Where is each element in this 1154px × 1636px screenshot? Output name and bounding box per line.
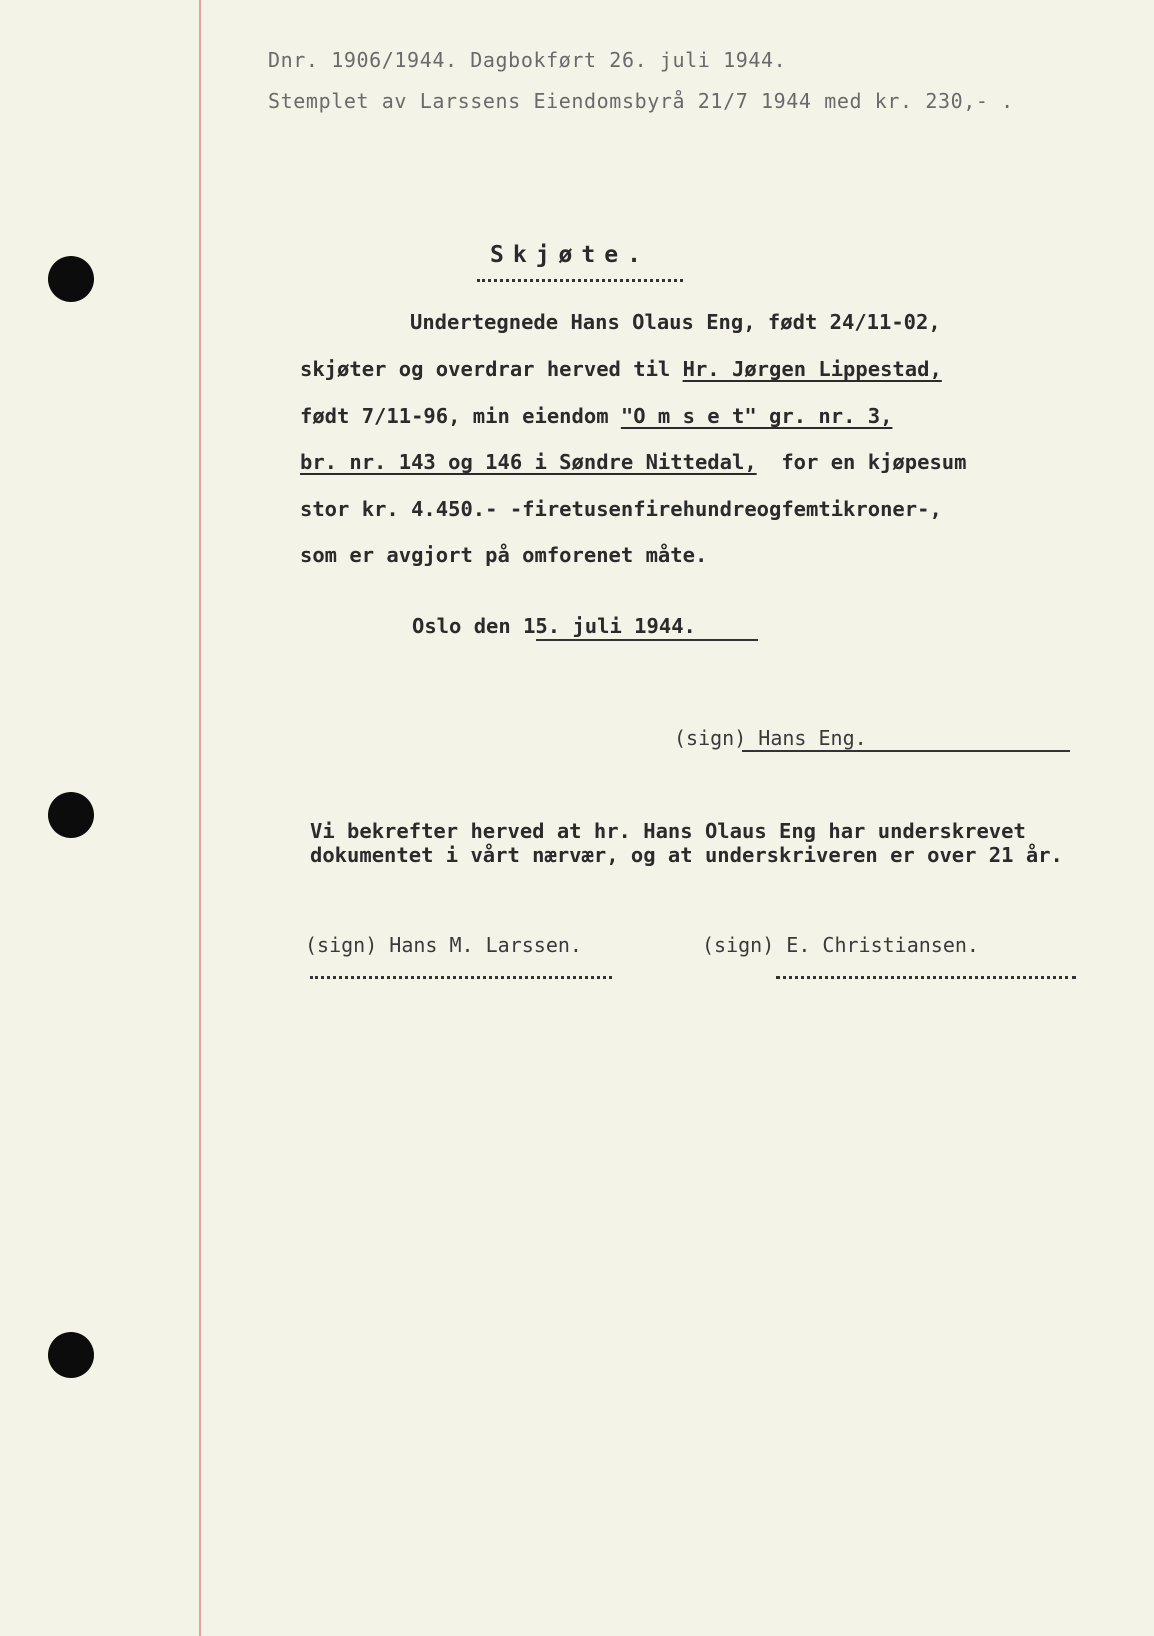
punch-hole	[48, 256, 94, 302]
punch-hole	[48, 792, 94, 838]
registration-line: Dnr. 1906/1944. Dagbokført 26. juli 1944.	[268, 48, 787, 72]
place-date	[412, 614, 696, 638]
witness-rule	[310, 976, 612, 979]
place: Oslo den	[412, 614, 524, 638]
certification-line: Vi bekrefter herved at hr. Hans Olaus Eng har underskrevet	[310, 819, 1026, 843]
body-text: for en kjøpesum	[756, 450, 967, 474]
date-underline	[536, 639, 758, 641]
signature-line	[742, 750, 1070, 752]
body-text: født 7/11-96, min eiendom	[300, 404, 621, 428]
certification-line: dokumentet i vårt nærvær, og at underskriveren er over 21 år.	[310, 843, 1063, 867]
margin-line	[199, 0, 201, 1636]
buyer-name: Hr. Jørgen Lippestad,	[682, 357, 942, 381]
document-title: Skjøte.	[490, 242, 650, 268]
body-line: som er avgjort på omforenet måte.	[300, 543, 708, 567]
body-line	[300, 450, 966, 474]
seller-signature: (sign) Hans Eng.	[674, 726, 867, 750]
witness-rule	[776, 976, 1076, 979]
body-line: stor kr. 4.450.- -firetusenfirehundreogfemtikroner-,	[300, 497, 942, 521]
property-name: "O m s e t" gr. nr. 3,	[620, 404, 893, 428]
body-line	[300, 404, 892, 428]
body-line: Undertegnede Hans Olaus Eng, født 24/11-02,	[410, 310, 941, 334]
witness-signature: (sign) E. Christiansen.	[702, 933, 979, 957]
body-line	[300, 357, 942, 381]
body-text: skjøter og overdrar herved til	[300, 357, 683, 381]
title-rule	[477, 279, 683, 282]
stamp-line: Stemplet av Larssens Eiendomsbyrå 21/7 1944 med kr. 230,- .	[268, 89, 1014, 113]
witness-signature: (sign) Hans M. Larssen.	[305, 933, 582, 957]
property-reference: br. nr. 143 og 146 i Søndre Nittedal,	[300, 450, 757, 474]
date: 15. juli 1944.	[523, 614, 696, 638]
punch-hole	[48, 1332, 94, 1378]
